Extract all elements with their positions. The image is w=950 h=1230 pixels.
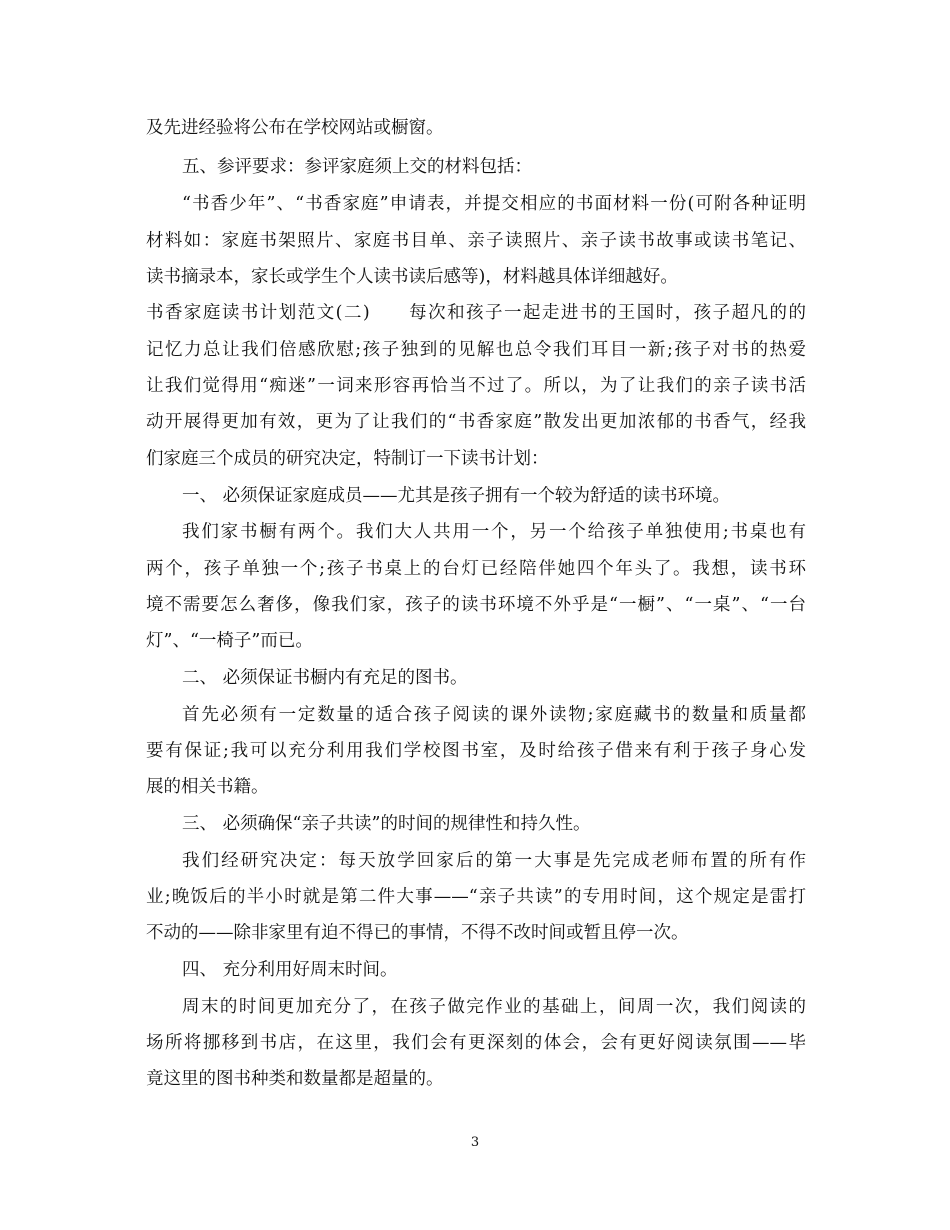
- paragraph-line: 读书摘录本，家长或学生个人读书读后感等)，材料越具体详细越好。: [146, 267, 678, 287]
- paragraph-line: 展的相关书籍。: [146, 777, 269, 797]
- section-heading: 五、参评要求：参评家庭须上交的材料包括：: [182, 157, 532, 177]
- section-heading: 四、 充分利用好周末时间。: [182, 960, 398, 980]
- paragraph-line: 不动的——除非家里有迫不得已的事情，不得不改时间或暂且停一次。: [146, 923, 689, 943]
- paragraph-line: 让我们觉得用“痴迷”一词来形容再恰当不过了。所以，为了让我们的亲子读书活: [146, 376, 806, 396]
- paragraph-line: 我们经研究决定：每天放学回家后的第一大事是先完成老师布置的所有作: [182, 851, 806, 871]
- paragraph-line: 场所将挪移到书店，在这里，我们会有更深刻的体会，会有更好阅读氛围——毕: [146, 1033, 806, 1053]
- paragraph-line: 竟这里的图书种类和数量都是超量的。: [146, 1069, 444, 1089]
- paragraph-line: “书香少年”、“书香家庭”申请表，并提交相应的书面材料一份(可附各种证明: [182, 194, 806, 214]
- section-heading: 一、 必须保证家庭成员——尤其是孩子拥有一个较为舒适的读书环境。: [182, 486, 731, 506]
- paragraph-line: 业;晚饭后的半小时就是第二件大事——“亲子共读”的专用时间，这个规定是雷打: [146, 887, 806, 907]
- paragraph-line: 境不需要怎么奢侈，像我们家，孩子的读书环境不外乎是“一橱”、“一桌”、“一台: [146, 595, 806, 615]
- paragraph-line: 周末的时间更加充分了，在孩子做完作业的基础上，间周一次，我们阅读的: [182, 997, 806, 1017]
- paragraph-line: 灯”、“一椅子”而已。: [146, 631, 313, 651]
- paragraph-line: 两个，孩子单独一个;孩子书桌上的台灯已经陪伴她四个年头了。我想，读书环: [146, 559, 806, 579]
- paragraph-line: 们家庭三个成员的研究决定，特制订一下读书计划：: [146, 449, 549, 469]
- paragraph-line: 首先必须有一定数量的适合孩子阅读的课外读物;家庭藏书的数量和质量都: [182, 705, 806, 725]
- paragraph-line: 记忆力总让我们倍感欣慰;孩子独到的见解也总令我们耳目一新;孩子对书的热爱: [146, 340, 806, 360]
- section-heading: 二、 必须保证书橱内有充足的图书。: [182, 668, 468, 688]
- paragraph-line: 动开展得更加有效，更为了让我们的“书香家庭”散发出更加浓郁的书香气，经我: [146, 412, 806, 432]
- page-number: 3: [470, 1135, 480, 1150]
- paragraph-line: 及先进经验将公布在学校网站或橱窗。: [146, 118, 444, 138]
- paragraph-line: 书香家庭读书计划范文(二) 每次和孩子一起走进书的王国时，孩子超凡的的: [146, 303, 806, 323]
- section-heading: 三、 必须确保“亲子共读”的时间的规律性和持久性。: [182, 814, 591, 834]
- paragraph-line: 材料如：家庭书架照片、家庭书目单、亲子读照片、亲子读书故事或读书笔记、: [146, 231, 806, 251]
- paragraph-line: 要有保证;我可以充分利用我们学校图书室，及时给孩子借来有利于孩子身心发: [146, 741, 806, 761]
- paragraph-line: 我们家书橱有两个。我们大人共用一个，另一个给孩子单独使用;书桌也有: [182, 522, 806, 542]
